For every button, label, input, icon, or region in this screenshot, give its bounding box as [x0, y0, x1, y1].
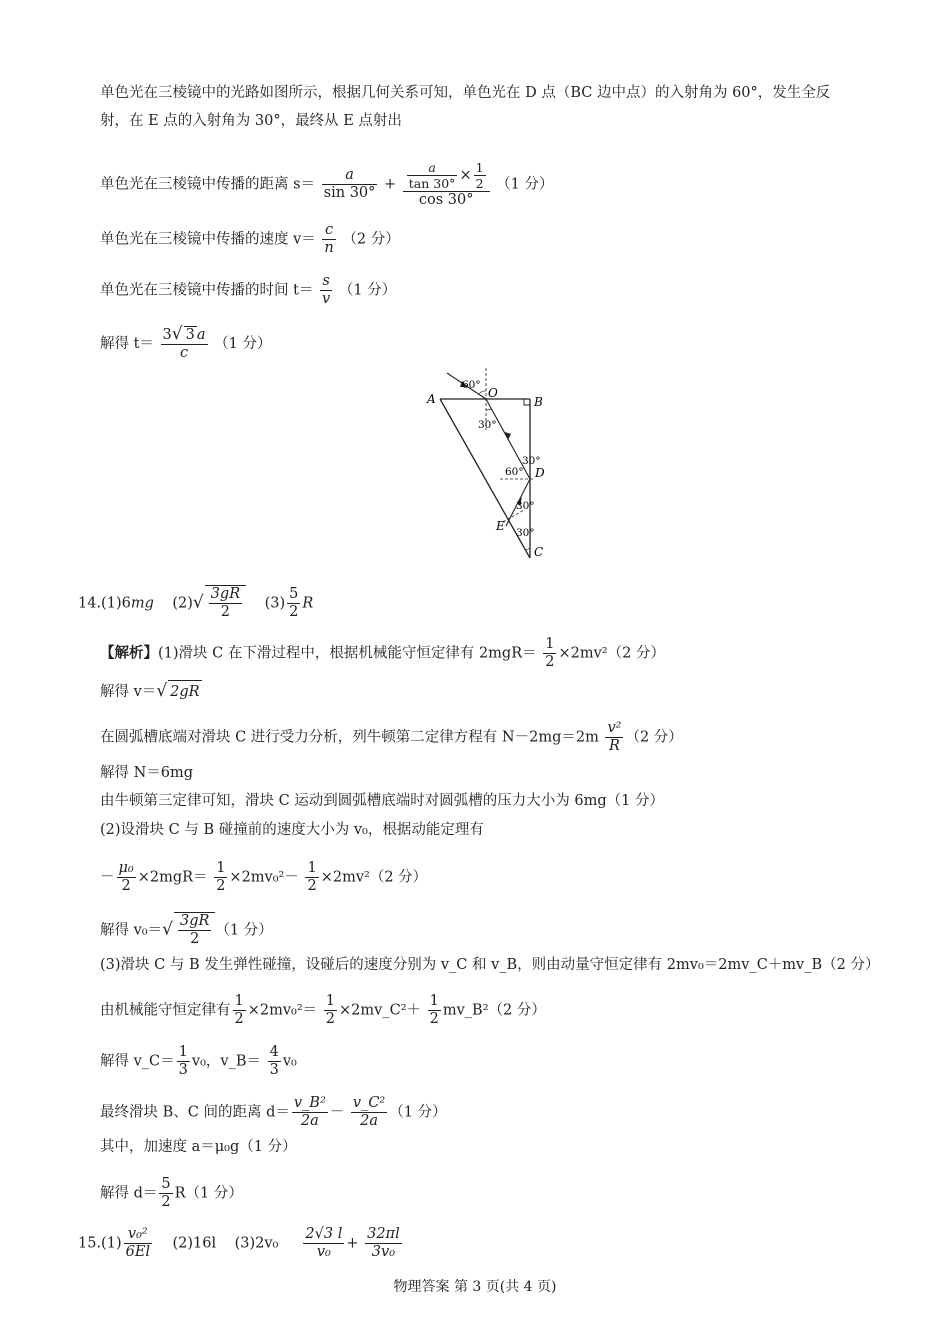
right-angle-mark	[524, 399, 530, 405]
q14-line14: 解得 d＝ $\frac{5}{2}$ R（1 分）	[100, 1176, 243, 1210]
time-label: 单色光在三棱镜中传播的时间 t＝	[100, 282, 314, 299]
prism-intro-line1: 单色光在三棱镜中的光路如图所示，根据几何关系可知，单色光在 D 点（BC 边中点）的入射角为 60°，发生全反	[100, 85, 831, 101]
label-C: C	[534, 545, 544, 559]
distance-score: （1 分）	[496, 176, 554, 193]
prism-speed-equation	[100, 222, 400, 257]
fraction-s-over-v: $\frac{s}{v}$	[322, 273, 331, 307]
prism-result-equation	[100, 326, 271, 362]
fraction-a-over-sin: $\frac{a}{\sin 30^\circ}$	[323, 167, 376, 201]
q14-line2: 解得 v＝√ 2gR	[100, 681, 200, 701]
time-score: （1 分）	[338, 282, 397, 299]
label-D: D	[535, 466, 545, 480]
angle-D-left: 60°	[505, 466, 524, 478]
label-E: E	[496, 519, 505, 533]
angle-D-down: 30°	[516, 500, 535, 512]
arc-C	[525, 548, 530, 550]
angle-O-incident: 60°	[462, 379, 481, 391]
q14-line1: 【解析】(1)滑块 C 在下滑过程中，根据机械能守恒定律有 2mgR＝ $\frac{1}{2}$ ×2mv²（2 分）	[100, 636, 665, 670]
q14-line10: 由机械能守恒定律有 $\frac{1}{2}$ ×2mv₀²＝ $\frac{1}{2}$ ×2mv_C²＋ $\frac{1}{2}$ mv_B²（2 分）	[100, 993, 546, 1027]
q14-line11: 解得 v_C＝ $\frac{1}{3}$ v₀，v_B＝ $\frac{4}{3}$ v₀	[100, 1044, 297, 1078]
q15-answer-header: 15.(1) $\frac{\text{v₀²}}{6El}$ (2)16l (3)2v₀ $\frac{2√3 l}{\text{v₀}}$ + $\frac{32\pi l}{\text{3v₀}}$	[78, 1226, 400, 1260]
prism-time-equation	[100, 273, 396, 308]
label-O: O	[488, 386, 498, 400]
q14-line7: － $\frac{\text{μ₀}}{2}$ ×2mgR＝ $\frac{1}{2}$ ×2mv₀²－ $\frac{1}{2}$ ×2mv²（2 分）	[100, 860, 428, 894]
q14-line12: 最终滑块 B、C 间的距离 d＝ $\frac{\text{v\_B²}}{2a}$ － $\frac{\text{v\_C²}}{2a}$ （1 分）	[100, 1095, 447, 1129]
q14-answer-header: 14.(1)6mg (2)√ $\frac{3gR}{2}$ (3) $\frac{5}{2}$ R	[78, 586, 314, 620]
q14-line13: 其中，加速度 a＝μ₀g（1 分）	[100, 1139, 297, 1155]
q14-line6: (2)设滑块 C 与 B 碰撞前的速度大小为 v₀，根据动能定理有	[100, 822, 484, 838]
result-label: 解得 t＝	[100, 336, 154, 352]
speed-label: 单色光在三棱镜中传播的速度 v＝	[100, 231, 316, 248]
fraction-c-over-n: $\frac{c}{n}$	[324, 222, 334, 256]
fraction-compound: $\frac{a}{\tan 30^\circ}$ × $\frac{1}{2}$ cos 30°	[403, 160, 490, 209]
arc-O-ref	[486, 409, 491, 410]
speed-score: （2 分）	[342, 231, 400, 248]
q14-line8: 解得 v₀＝√ $\frac{3gR}{2}$ （1 分）	[100, 913, 273, 947]
angle-D-up: 30°	[522, 455, 541, 467]
result-score: （1 分）	[214, 336, 272, 352]
analysis-tag: 【解析】	[100, 644, 158, 662]
label-B: B	[534, 395, 543, 409]
page-footer: 物理答案 第 3 页(共 4 页)	[393, 1279, 557, 1295]
prism-distance-equation	[100, 160, 554, 209]
angle-O-refracted: 30°	[478, 419, 497, 431]
q14-line5: 由牛顿第三定律可知，滑块 C 运动到圆弧槽底端时对圆弧槽的压力大小为 6mg（1 分）	[100, 793, 665, 809]
distance-label: 单色光在三棱镜中传播的距离 s＝	[100, 176, 316, 193]
prism-light-path-figure	[420, 360, 560, 565]
q14-line3: 在圆弧槽底端对滑块 C 进行受力分析，列牛顿第二定律方程有 N－2mg＝2m $\frac{\text{v²}}{R}$ （2 分）	[100, 720, 683, 754]
label-A: A	[427, 392, 436, 406]
fraction-result: $\frac{3√ 3 a}{c}$	[162, 324, 206, 361]
q14-line9: (3)滑块 C 与 B 发生弹性碰撞，设碰后的速度分别为 v_C 和 v_B，则由动量守恒定律有 2mv₀＝2mv_C＋mv_B（2 分）	[100, 957, 880, 973]
angle-C: 30°	[516, 527, 535, 539]
plus-sign: +	[384, 176, 397, 193]
prism-intro-line2: 射，在 E 点的入射角为 30°，最终从 E 点射出	[100, 113, 402, 129]
arc-O-in	[479, 391, 486, 394]
q14-line4: 解得 N＝6mg	[100, 765, 194, 781]
